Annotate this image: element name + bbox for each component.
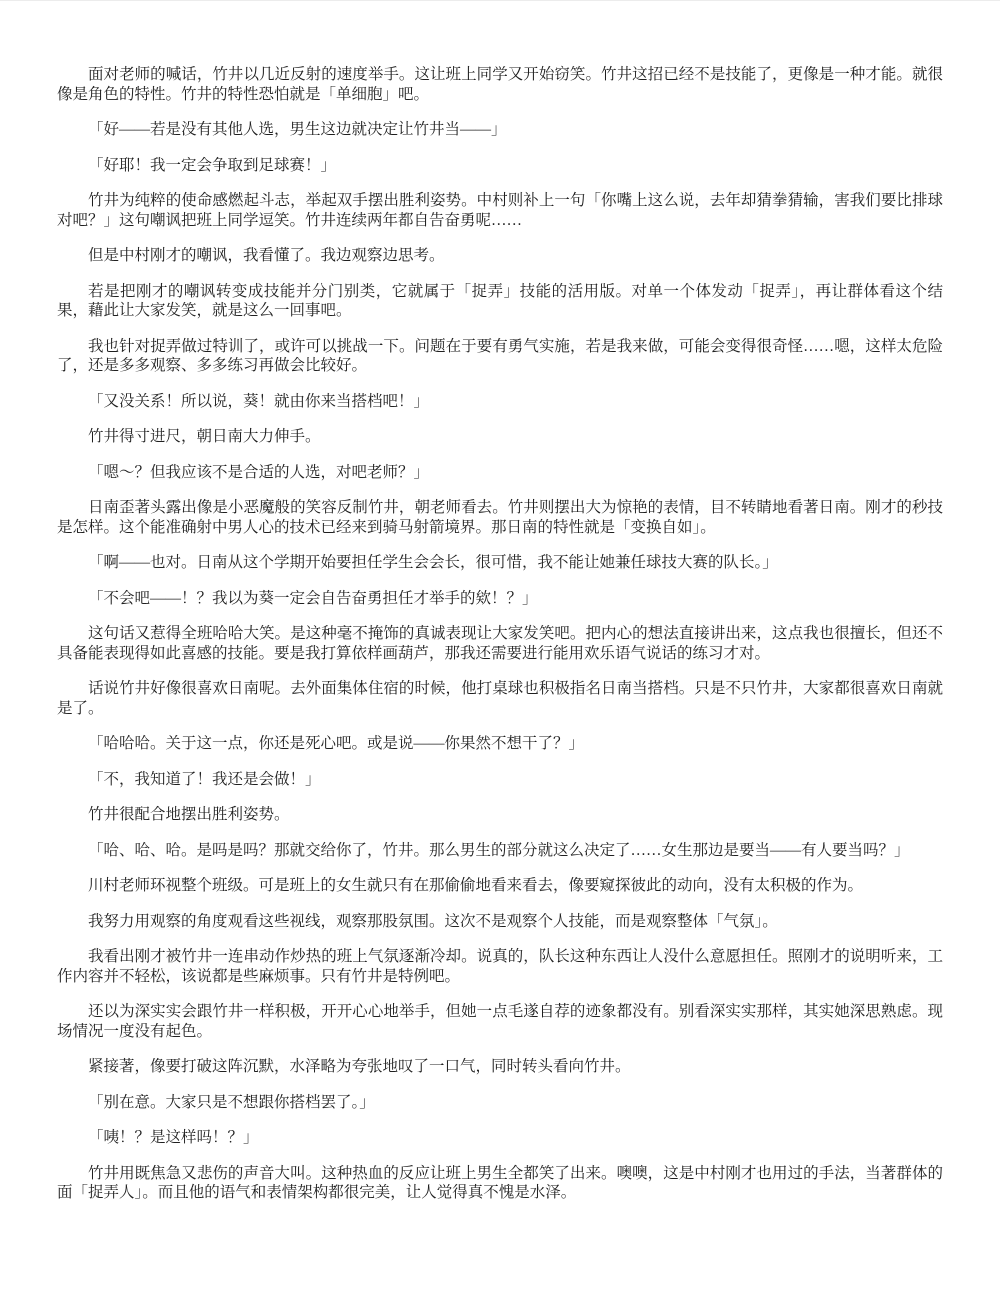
paragraph: 日南歪著头露出像是小恶魔般的笑容反制竹井，朝老师看去。竹井则摆出大为惊艳的表情，目不转睛地看著日南。刚才的秒技是怎样。这个能准确射中男人心的技术已经来到骑马射箭境界。那日南的特性就是「变换自如」。 xyxy=(57,499,943,536)
paragraph-dialogue: 「好耶！我一定会争取到足球赛！」 xyxy=(88,156,337,174)
paragraph: 竹井用既焦急又悲伤的声音大叫。这种热血的反应让班上男生全都笑了出来。噢噢，这是中村刚才也用过的手法，当著群体的面「捉弄人」。而且他的语气和表情架构都很完美，让人觉得真不愧是水泽。 xyxy=(57,1164,943,1201)
novel-text-page xyxy=(0,1,1000,1294)
paragraph-dialogue: 「哈哈哈。关于这一点，你还是死心吧。或是说——你果然不想干了？」 xyxy=(88,735,585,752)
paragraph: 竹井得寸进尺，朝日南大力伸手。 xyxy=(88,428,321,445)
paragraph: 这句话又惹得全班哈哈大笑。是这种毫不掩饰的真诚表现让大家发笑吧。把内心的想法直接讲出来，这点我也很擅长，但还不具备能表现得如此喜感的技能。要是我打算依样画葫芦，那我还需要进行能用欢乐语气说话的练习才对。 xyxy=(57,625,943,662)
paragraph-dialogue: 「不会吧——！？我以为葵一定会自告奋勇担任才举手的欸！？」 xyxy=(88,589,538,607)
paragraph-dialogue: 「哈、哈、哈。是吗是吗？那就交给你了，竹井。那么男生的部分就这么决定了……女生那边是要当——有人要当吗？」 xyxy=(88,841,910,859)
paragraph: 竹井为纯粹的使命感燃起斗志，举起双手摆出胜利姿势。中村则补上一句「你嘴上这么说，去年却猜拳猜输，害我们要比排球对吧？」这句嘲讽把班上同学逗笑。竹井连续两年都自告奋勇呢…… xyxy=(57,192,943,229)
paragraph-dialogue: 「好——若是没有其他人选，男生这边就决定让竹井当——」 xyxy=(88,121,507,138)
paragraph-dialogue: 「不，我知道了！我还是会做！」 xyxy=(88,770,321,788)
paragraph: 还以为深实实会跟竹井一样积极，开开心心地举手，但她一点毛遂自荐的迹象都没有。别看深实实那样，其实她深思熟虑。现场情况一度没有起色。 xyxy=(57,1003,943,1040)
paragraph: 我努力用观察的角度观看这些视线，观察那股氛围。这次不是观察个人技能，而是观察整体「气氛」。 xyxy=(88,912,778,930)
paragraph: 若是把刚才的嘲讽转变成技能并分门别类，它就属于「捉弄」技能的活用版。对单一个体发动「捉弄」，再让群体看这个结果，藉此让大家发笑，就是这么一回事吧。 xyxy=(57,282,943,319)
paragraph: 川村老师环视整个班级。可是班上的女生就只有在那偷偷地看来看去，像要窥探彼此的动向，没有太积极的作为。 xyxy=(88,877,864,894)
paragraph-dialogue: 「啊——也对。日南从这个学期开始要担任学生会会长，很可惜，我不能让她兼任球技大赛的队长。」 xyxy=(88,554,778,571)
paragraph: 面对老师的喊话，竹井以几近反射的速度举手。这让班上同学又开始窃笑。竹井这招已经不是技能了，更像是一种才能。就很像是角色的特性。竹井的特性恐怕就是「单细胞」吧。 xyxy=(57,66,943,103)
paragraph-dialogue: 「又没关系！所以说，葵！就由你来当搭档吧！」 xyxy=(88,392,430,410)
paragraph: 紧接著，像要打破这阵沉默，水泽略为夸张地叹了一口气，同时转头看向竹井。 xyxy=(88,1058,631,1075)
paragraph: 话说竹井好像很喜欢日南呢。去外面集体住宿的时候，他打桌球也积极指名日南当搭档。只是不只竹井，大家都很喜欢日南就是了。 xyxy=(57,680,943,717)
paragraph: 竹井很配合地摆出胜利姿势。 xyxy=(88,806,290,823)
paragraph-dialogue: 「别在意。大家只是不想跟你搭档罢了。」 xyxy=(88,1093,375,1111)
paragraph: 我也针对捉弄做过特训了，或许可以挑战一下。问题在于要有勇气实施，若是我来做，可能会变得很奇怪……嗯，这样太危险了，还是多多观察、多多练习再做会比较好。 xyxy=(57,337,943,374)
paragraph-dialogue: 「嗯～？但我应该不是合适的人选，对吧老师？」 xyxy=(88,463,430,481)
paragraph: 我看出刚才被竹井一连串动作炒热的班上气氛逐渐冷却。说真的，队长这种东西让人没什么意愿担任。照刚才的说明听来，工作内容并不轻松，该说都是些麻烦事。只有竹井是特例吧。 xyxy=(57,948,943,985)
paragraph-dialogue: 「咦！？是这样吗！？」 xyxy=(88,1129,259,1146)
paragraph: 但是中村刚才的嘲讽，我看懂了。我边观察边思考。 xyxy=(88,247,445,264)
